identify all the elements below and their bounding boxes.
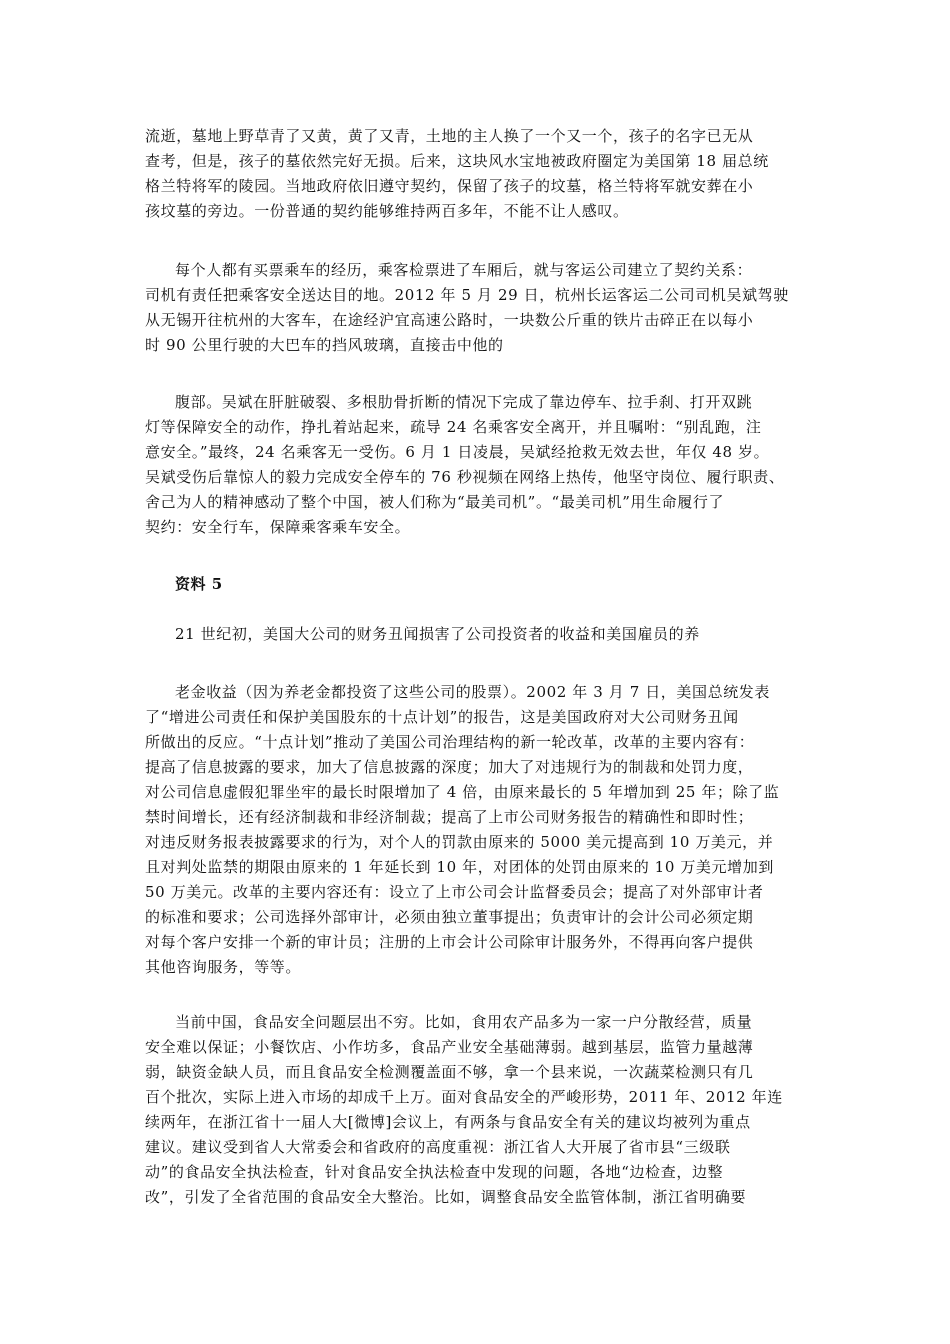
text-line: 查考，但是，孩子的墓依然完好无损。后来，这块风水宝地被政府圈定为美国第 18 届总统 — [145, 152, 769, 170]
text-line: 对每个客户安排一个新的审计员；注册的上市会计公司除审计服务外，不得再向客户提供 — [145, 933, 754, 951]
text-line: 了“增进公司责任和保护美国股东的十点计划”的报告，这是美国政府对大公司财务丑闻 — [145, 708, 739, 726]
text-line: 的标准和要求；公司选择外部审计，必须由独立董事提出；负责审计的会计公司必须定期 — [145, 908, 754, 926]
text-line: 吴斌受伤后靠惊人的毅力完成安全停车的 76 秒视频在网络上热传，他坚守岗位、履行职责、 — [145, 468, 785, 486]
text-line: 百个批次，实际上进入市场的却成千上万。面对食品安全的严峻形势，2011 年、2012 年连 — [145, 1088, 783, 1106]
section-heading: 资料 5 — [175, 575, 223, 593]
text-line: 腹部。吴斌在肝脏破裂、多根肋骨折断的情况下完成了靠边停车、拉手刹、打开双跳 — [175, 393, 753, 411]
text-line: 安全难以保证；小餐饮店、小作坊多，食品产业安全基础薄弱。越到基层，监管力量越薄 — [145, 1038, 754, 1056]
text-line: 50 万美元。改革的主要内容还有：设立了上市公司会计监督委员会；提高了对外部审计者 — [145, 883, 764, 901]
paragraph-bus-contract — [145, 258, 810, 358]
text-line: 舍己为人的精神感动了整个中国，被人们称为“最美司机”。“最美司机”用生命履行了 — [145, 493, 725, 511]
text-line: 时 90 公里行驶的大巴车的挡风玻璃，直接击中他的 — [145, 336, 504, 354]
paragraph-ten-point-plan — [145, 680, 810, 980]
text-line: 灯等保障安全的动作，挣扎着站起来，疏导 24 名乘客安全离开，并且嘱咐：“别乱跑，注 — [145, 418, 762, 436]
text-line: 流逝，墓地上野草青了又黄，黄了又青，土地的主人换了一个又一个，孩子的名字已无从 — [145, 127, 754, 145]
paragraph-food-safety — [145, 1010, 810, 1210]
text-line: 当前中国，食品安全问题层出不穷。比如，食用农产品多为一家一户分散经营，质量 — [175, 1013, 753, 1031]
text-line: 弱，缺资金缺人员，而且食品安全检测覆盖面不够，拿一个县来说，一次蔬菜检测只有几 — [145, 1063, 754, 1081]
text-line: 老金收益（因为养老金都投资了这些公司的股票）。2002 年 3 月 7 日，美国总统发表 — [175, 683, 771, 701]
text-line: 且对判处监禁的期限由原来的 1 年延长到 10 年，对团体的处罚由原来的 10 万美元增加到 — [145, 858, 774, 876]
text-line: 所做出的反应。“十点计划”推动了美国公司治理结构的新一轮改革，改革的主要内容有： — [145, 733, 755, 751]
text-line: 契约：安全行车，保障乘客乘车安全。 — [145, 518, 411, 536]
text-line: 司机有责任把乘客安全送达目的地。2012 年 5 月 29 日，杭州长运客运二公司司机吴斌驾驶 — [145, 286, 789, 304]
text-line: 对公司信息虚假犯罪坐牢的最长时限增加了 4 倍，由原来最长的 5 年增加到 25 年；除了监 — [145, 783, 780, 801]
text-line: 21 世纪初，美国大公司的财务丑闻损害了公司投资者的收益和美国雇员的养 — [175, 625, 700, 643]
text-line: 每个人都有买票乘车的经历，乘客检票进了车厢后，就与客运公司建立了契约关系： — [175, 261, 753, 279]
text-line: 续两年，在浙江省十一届人大[微博]会议上，有两条与食品安全有关的建议均被列为重点 — [145, 1113, 751, 1131]
text-line: 建议。建议受到省人大常委会和省政府的高度重视：浙江省人大开展了省市县“三级联 — [145, 1138, 731, 1156]
paragraph-contract-story-end — [145, 124, 810, 224]
text-line: 提高了信息披露的要求，加大了信息披露的深度；加大了对违规行为的制裁和处罚力度， — [145, 758, 754, 776]
text-line: 改”，引发了全省范围的食品安全大整治。比如，调整食品安全监管体制，浙江省明确要 — [145, 1188, 747, 1206]
text-line: 禁时间增长，还有经济制裁和非经济制裁；提高了上市公司财务报告的精确性和即时性； — [145, 808, 754, 826]
text-line: 其他咨询服务，等等。 — [145, 958, 302, 976]
text-line: 动”的食品安全执法检查，针对食品安全执法检查中发现的问题，各地“边检查，边整 — [145, 1163, 724, 1181]
paragraph-financial-scandal-intro — [145, 622, 810, 647]
text-line: 孩坟墓的旁边。一份普通的契约能够维持两百多年，不能不让人感叹。 — [145, 202, 629, 220]
paragraph-most-beautiful-driver — [145, 390, 810, 540]
text-line: 格兰特将军的陵园。当地政府依旧遵守契约，保留了孩子的坟墓，格兰特将军就安葬在小 — [145, 177, 754, 195]
text-line: 意安全。”最终，24 名乘客无一受伤。6 月 1 日凌晨，吴斌经抢救无效去世，年仅 48 岁。 — [145, 443, 770, 461]
text-line: 对违反财务报表披露要求的行为，对个人的罚款由原来的 5000 美元提高到 10 万美元，并 — [145, 833, 774, 851]
text-line: 从无锡开往杭州的大客车，在途经沪宜高速公路时，一块数公斤重的铁片击碎正在以每小 — [145, 311, 754, 329]
